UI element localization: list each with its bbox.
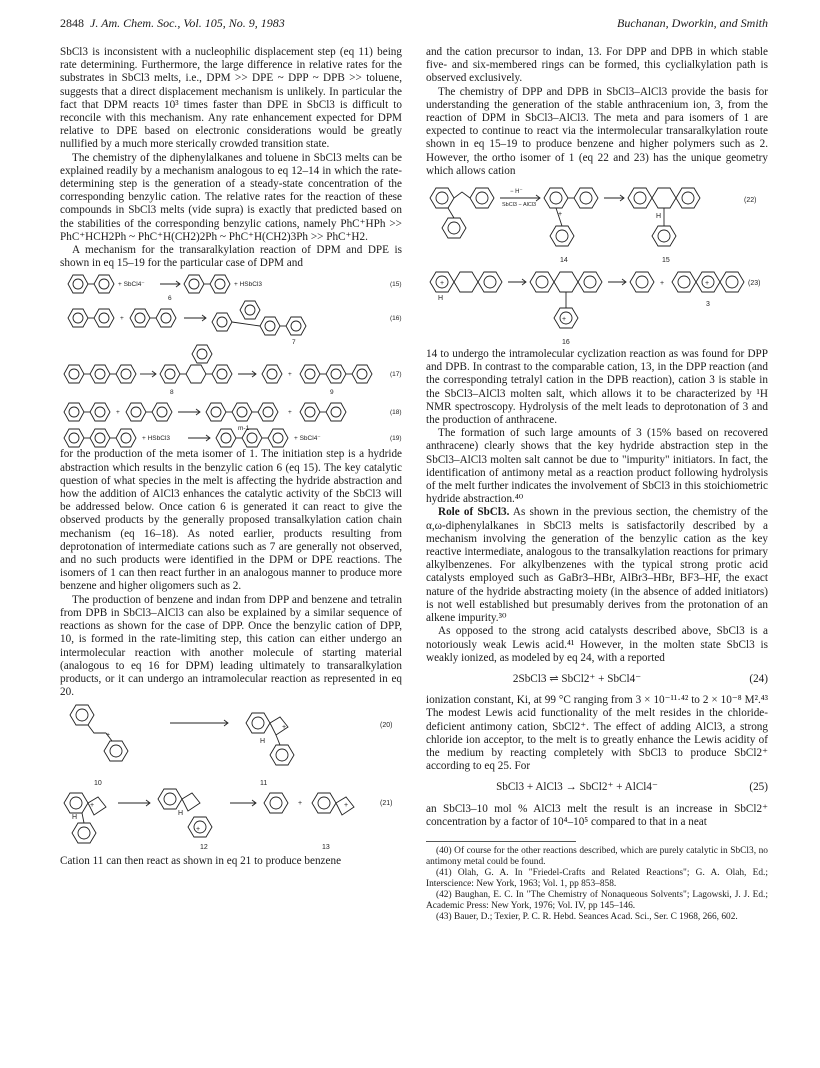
footnote: (40) Of course for the other reactions described, which are purely catalytic in SbCl3, no antimony metal could be found. <box>426 845 768 867</box>
compound-number: 14 <box>560 257 568 265</box>
equation-number: (23) <box>748 280 761 288</box>
svg-text:+: + <box>106 732 111 740</box>
right-column <box>426 46 768 923</box>
svg-text:+: + <box>116 409 120 417</box>
paragraph: The formation of such large amounts of 3 (15% based on recovered anthracene) clearly shows that the key hydride abstraction step in the SbCl3–AlCl3 molten salt cannot be due to "impurity" initiators. In fact, the identification of antimony metal as a reaction product following hydrolysis of the melt further indicates the involvement of SbCl3 in this stoichiometric hydride abstraction.⁴⁰ <box>426 427 768 506</box>
equation-expression: 2SbCl3 ⇌ SbCl2⁺ + SbCl4⁻ <box>512 672 642 685</box>
svg-text:+: + <box>440 280 445 288</box>
svg-text:+: + <box>558 211 563 219</box>
paragraph: an SbCl3–10 mol % AlCl3 melt the result is an increase in SbCl2⁺ concentration by a factor of 10⁴–10⁵ compared to that in a neat <box>426 802 768 828</box>
scheme-label: SbCl3 − AlCl3 <box>502 202 537 209</box>
atom-label: H <box>656 213 662 221</box>
paragraph-text: As shown in the previous section, the chemistry of the α,ω-diphenylalkanes in SbCl3 melts is satisfactorily described by a mechanism involving the generation of the benzylic cation as the key reactive intermediate, analogous to the transalkylation reactions for primary alkylbenzenes. For alkylbenzenes with the typical strong protic acid catalysts employed such as GaBr3–HBr, AlBr3–HBr, BF3–HF, the exact nature of the hydride abstracting moiety (in the absence of added initiators) is not well established but presumably derives from the protonation of an alkene impurity.³⁰ <box>426 506 768 625</box>
paragraph: The chemistry of the diphenylalkanes and toluene in SbCl3 melts can be explained readily by a mechanism analogous to eq 12–14 in which the rate-determining step is the generation of a steady-state concentration of the corresponding benzylic cation. The relative rates for the reaction of these compounds in SbCl3 melts (vide supra) is exactly that predicted based on the stabilities of the corresponding benzylic cations, namely PhC⁺HPh >> PhC⁺HCH2Ph ~ PhC⁺H(CH2)2Ph ~ PhC⁺H(CH2)3Ph >> PhC⁺H2. <box>60 151 402 243</box>
svg-text:+: + <box>288 371 292 379</box>
left-column <box>60 46 402 869</box>
atom-label: H <box>438 295 444 303</box>
compound-number: 13 <box>322 844 330 852</box>
paragraph: and the cation precursor to indan, 13. For DPP and DPB in which stable five- and six-membered rings can be formed, this cyclialkylation path is observed exclusively. <box>426 46 768 85</box>
section-heading: Role of SbCl3. <box>438 506 510 519</box>
footnotes <box>426 846 768 923</box>
svg-text:+: + <box>120 315 124 323</box>
journal-citation: J. Am. Chem. Soc., Vol. 105, No. 9, 1983 <box>90 16 285 30</box>
compound-number: 7 <box>292 339 296 347</box>
compound-number: 16 <box>562 339 570 347</box>
equation-number: (20) <box>380 722 393 730</box>
equation-number: (24) <box>749 672 768 685</box>
scheme-label: + HSbCl3 <box>142 435 170 443</box>
page-number: 2848 <box>60 16 84 30</box>
compound-number: 8 <box>170 389 174 397</box>
scheme-label: + SbCl4⁻ <box>118 281 145 289</box>
paragraph: Cation 11 can then react as shown in eq 21 to produce benzene <box>60 855 342 868</box>
benzene-ring <box>68 275 114 293</box>
equation-number: (17) <box>390 371 402 379</box>
paragraph: SbCl3 is inconsistent with a nucleophilic displacement step (eq 11) being rate determining. Furthermore, the large difference in relative rates for the substrates in SbCl3 melts, i.e., DPM >> DPE ~ DPP ~ DPB >> toluene, suggests that a direct displacement mechanism is unlikely. In particular the fact that DPM reacts 10³ times faster than DPE in SbCl3 is difficult to reconcile with this mechanism. Any rate enhancement expected for DPM relative to DPE based on electronic considerations would be greatly nullified by a much more sterically crowded transition state. <box>60 46 402 151</box>
compound-number: 9 <box>330 389 334 397</box>
scheme-eq20-21 <box>60 703 402 851</box>
scheme-label: − H⁻ <box>510 189 523 196</box>
svg-text:+: + <box>660 280 665 288</box>
paragraph: 14 to undergo the intramolecular cyclization reaction as was found for DPP and DPB. In contrast to the comparable cation, 13, in the DPP reaction (and the corresponding tetralyl cation in the DPB reaction), cation 3 is stable in the SbCl3–AlCl3 molten salt, which allows it to be characterized by ¹H NMR spectroscopy. Hydrolysis of the melt leads to deprotonation of 3 and the production of anthracene. <box>426 348 768 427</box>
compound-number: 12 <box>200 844 208 852</box>
compound-number: 10 <box>94 780 102 788</box>
equation-number: (19) <box>390 435 402 443</box>
paragraph: for the production of the meta isomer of 1. The initiation step is a hydride abstraction which results in the benzylic cation 6 (eq 15). The key catalytic question of what species in the melt is affecting the hydride abstraction and how the addition of AlCl3 enhances the catalytic activity of the SbCl3 will be addressed below. Once cation 6 is generated it can react to give the observed products by the generally proposed transalkylation cation chain mechanism (eq 16–18). As noted earlier, products resulting from deprotonation of intermediate cations such as 7 are generally not observed, and no such products were identified in the DPM or DPE reactions. The isomers of 1 can then react further in an analogous manner to produce more benzene and higher oligomers such as 2. <box>60 448 402 593</box>
atom-label: H <box>72 814 78 822</box>
equation-number: (22) <box>744 197 757 205</box>
paragraph: ionization constant, Ki, at 99 °C ranging from 3 × 10⁻¹¹·⁴² to 2 × 10⁻⁸ M².⁴³ The modest Lewis acid functionality of the melt resides in the chloride-deficient antimony cation, SbCl2⁺. The effect of adding AlCl3, a strong chloride ion acceptor, to the melt is to greatly enhance the Lewis acidity of the medium by reacting completely with SbCl3 to produce SbCl2⁺ according to eq 25. For <box>426 694 768 773</box>
equation-24 <box>426 673 768 686</box>
paragraph: A mechanism for the transaralkylation reaction of DPM and DPE is shown in eq 15–19 for the particular case of DPM and <box>60 244 402 270</box>
svg-text:+: + <box>705 280 710 288</box>
header-authors: Buchanan, Dworkin, and Smith <box>617 16 768 30</box>
footnote: (43) Bauer, D.; Texier, P. C. R. Hebd. Seances Acad. Sci., Ser. C 1968, 266, 602. <box>436 911 738 922</box>
svg-text:+: + <box>344 802 349 810</box>
compound-number: 6 <box>168 295 172 303</box>
scheme-label: + HSbCl3 <box>234 281 262 289</box>
equation-number: (18) <box>390 409 402 417</box>
compound-number: 11 <box>260 780 268 788</box>
equation-number: (15) <box>390 281 402 289</box>
paragraph: The chemistry of DPP and DPB in SbCl3–AlCl3 provide the basis for understanding the generation of the stable anthracenium ion, 3, from the reaction of DPM in SbCl3–AlCl3. The meta and para isomers of 1 are expected to continue to react via the intermolecular transaralkylation route shown in eq 15–19 to produce benzene and higher polymers such as 2. However, the ortho isomer of 1 (eq 22 and 23) has the unique geometry which allows cation <box>426 85 768 177</box>
header-left <box>60 16 285 31</box>
svg-text:+: + <box>298 800 303 808</box>
footnote: (42) Baughan, E. C. In "The Chemistry of Nonaqueous Solvents"; Lagowski, J. J. Ed.; Academic Press: New York, 1976; Vol. IV, pp 145–146. <box>426 889 768 911</box>
equation-number: (21) <box>380 800 393 808</box>
svg-text:+: + <box>282 724 287 732</box>
atom-label: H <box>178 810 184 818</box>
equation-number: (16) <box>390 315 402 323</box>
page-header <box>60 16 768 34</box>
footnote-rule <box>426 841 576 842</box>
svg-text:+: + <box>288 409 292 417</box>
scheme-label: + SbCl4⁻ <box>294 435 321 443</box>
paragraph <box>426 506 768 625</box>
equation-25 <box>426 781 768 794</box>
compound-number: m-1 <box>238 425 250 433</box>
scheme-eq15-19 <box>60 270 402 448</box>
equation-expression: SbCl3 + AlCl3 → SbCl2⁺ + AlCl4⁻ <box>496 781 658 794</box>
svg-text:+: + <box>90 802 95 810</box>
atom-label: H <box>260 738 266 746</box>
footnote: (41) Olah, G. A. In "Friedel-Crafts and Related Reactions"; G. A. Olah, Ed.; Interscience: New York, 1963; Vol. 1, pp 853–858. <box>426 867 768 889</box>
svg-text:+: + <box>196 826 201 834</box>
paragraph: The production of benzene and indan from DPP and benzene and tetralin from DPB in SbCl3–AlCl3 can also be explained by a similar sequence of reactions as shown for the case of DPP. Once the benzylic cation of DPP, 10, is formed in the rate-limiting step, this cation can either undergo an intermolecular reaction with another molecule of starting material (analogous to eq 16 for DPM) leading ultimately to transaralkylation products, or it can undergo an intramolecular reaction as represented in eq 20. <box>60 593 402 699</box>
compound-number: 3 <box>706 301 710 309</box>
equation-number: (25) <box>749 781 768 794</box>
svg-text:+: + <box>562 316 567 324</box>
scheme-eq22-23 <box>426 184 768 348</box>
paragraph: As opposed to the strong acid catalysts described above, SbCl3 is a notoriously weak Lewis acid.⁴¹ However, in the molten state SbCl3 is weakly ionized, as modeled by eq 24, with a reported <box>426 625 768 664</box>
compound-number: 15 <box>662 257 670 265</box>
